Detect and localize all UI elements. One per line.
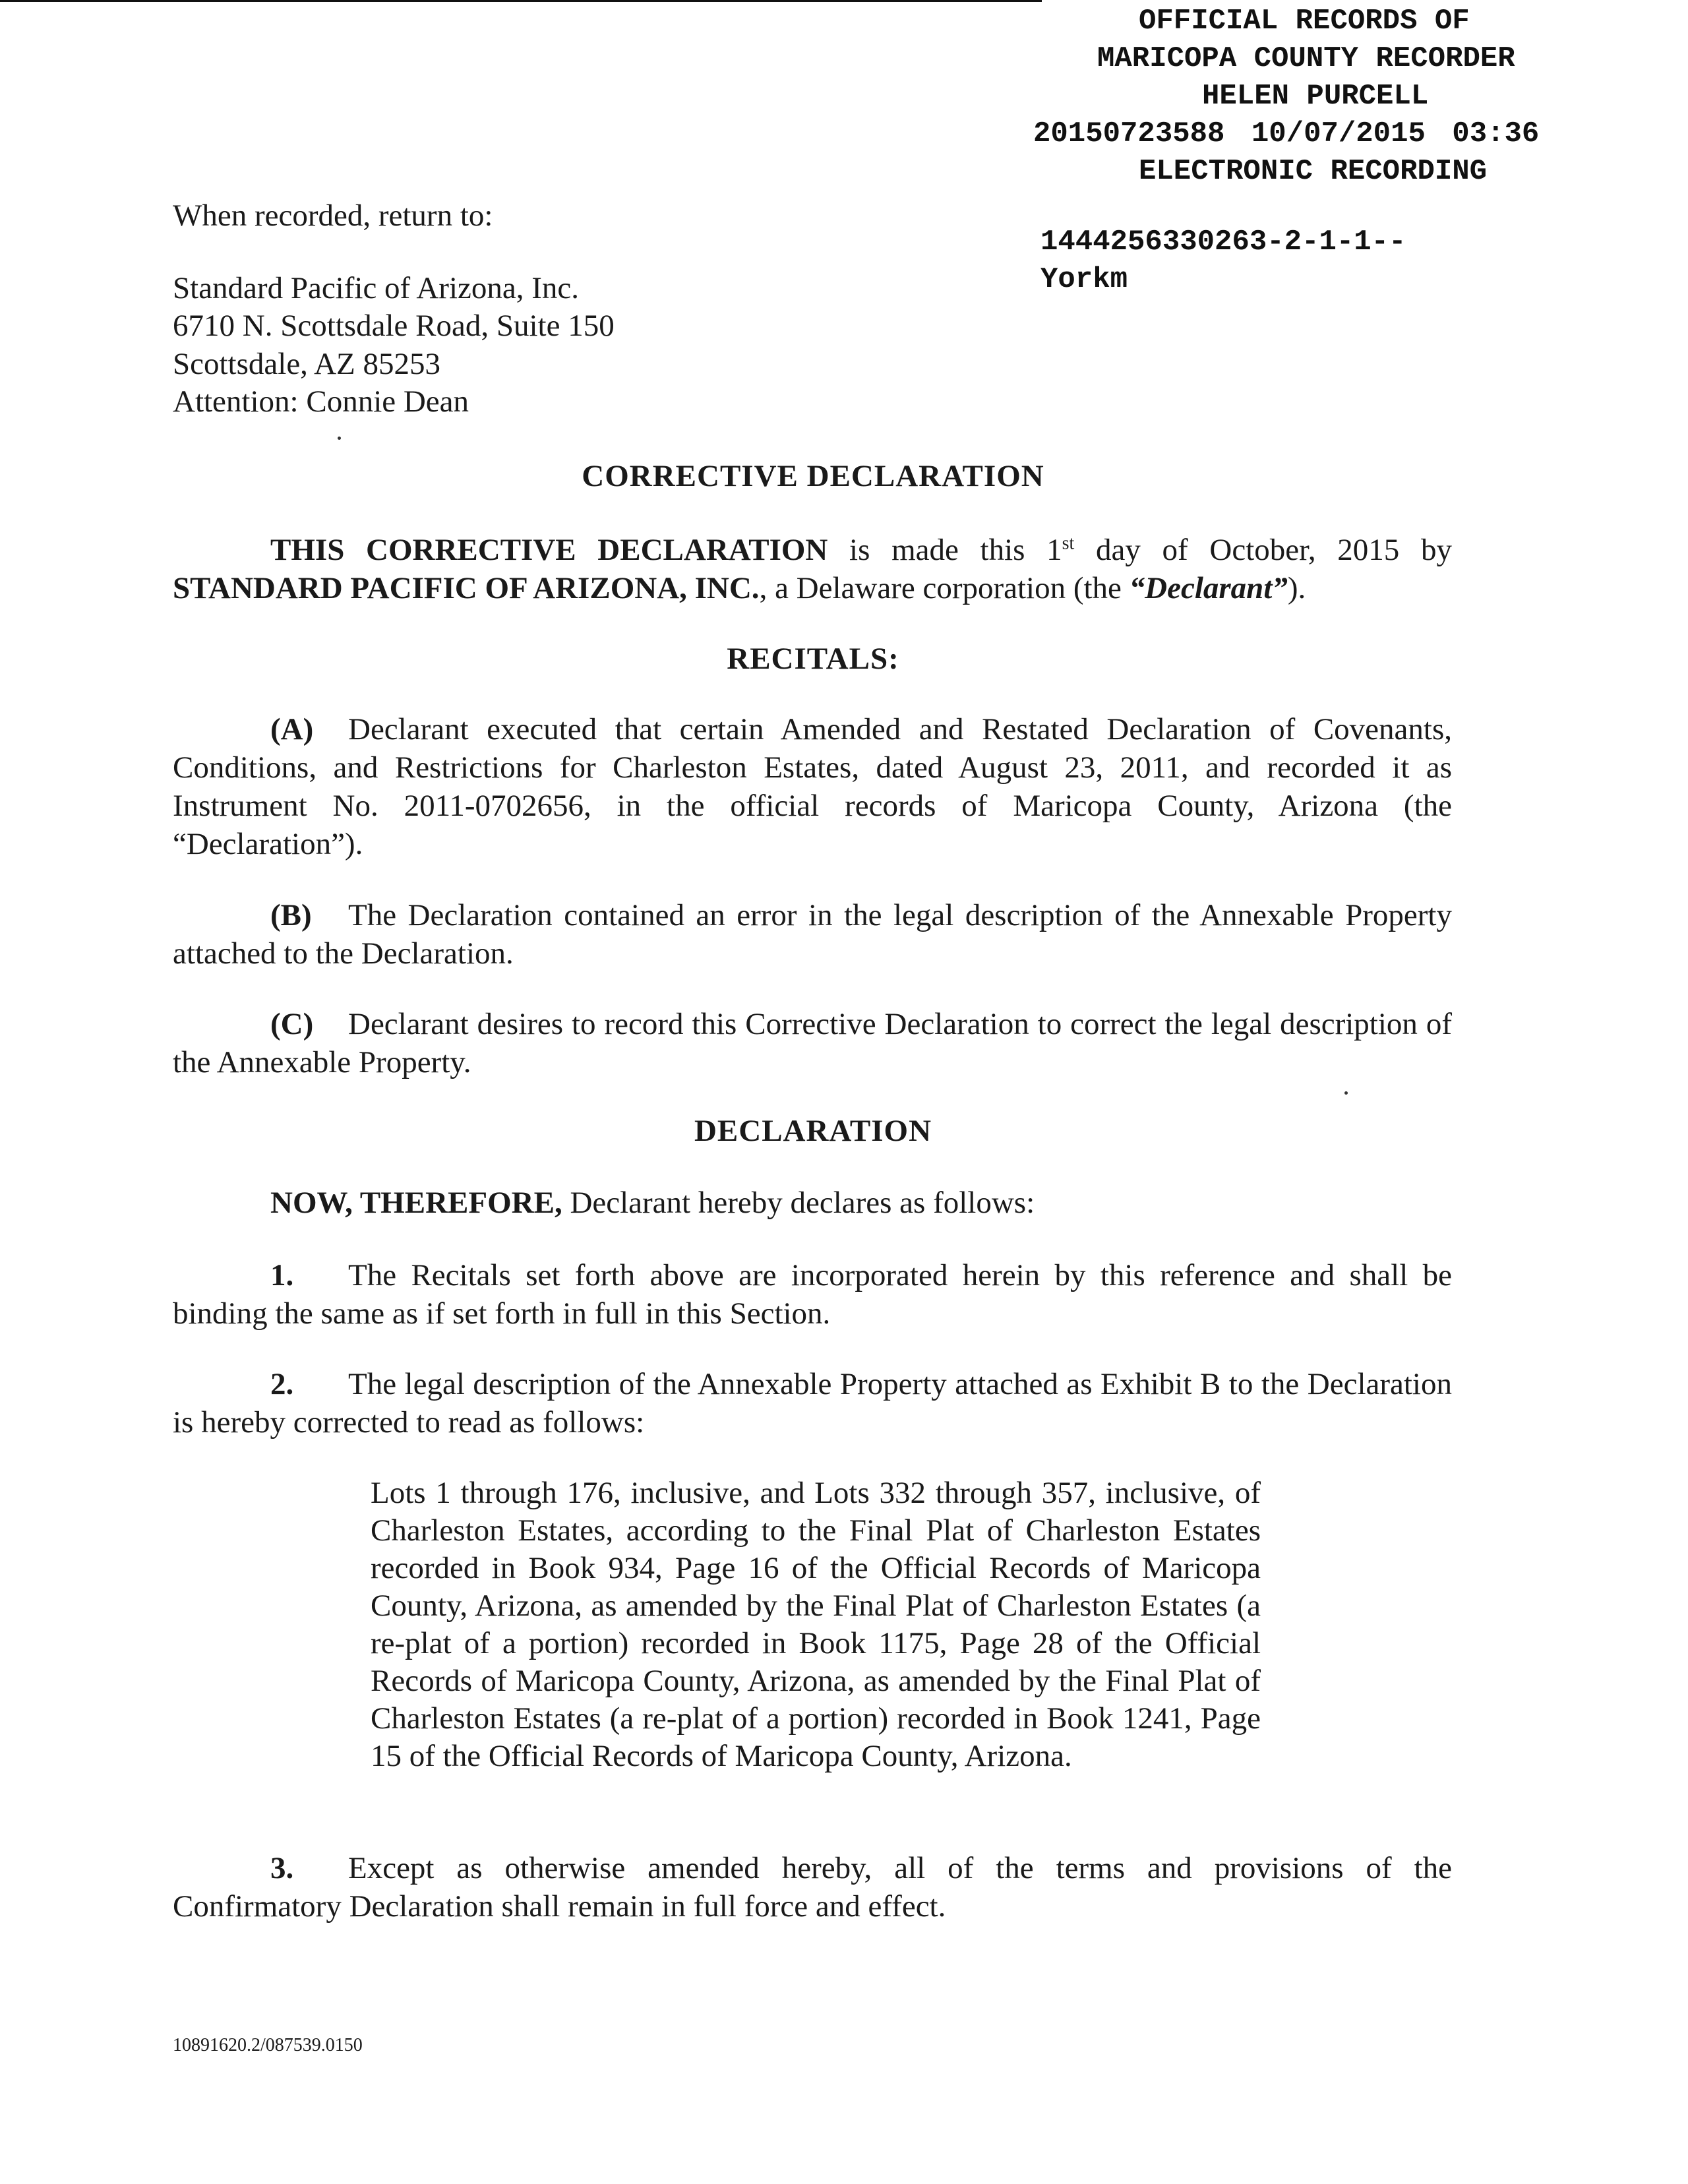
scan-speck bbox=[1344, 1091, 1348, 1095]
stamp-document-number: 1444256330263-2-1-1-- bbox=[1040, 226, 1406, 258]
stamp-official-records: OFFICIAL RECORDS OF bbox=[1139, 5, 1470, 38]
section-3-text: Except as otherwise amended hereby, all of the terms and provisions of the Confirmatory Declaration shall remain in full force and effect. bbox=[173, 1851, 1452, 1924]
section-1-label: 1. bbox=[270, 1258, 294, 1292]
recital-c bbox=[173, 1005, 1452, 1081]
return-address-line1: 6710 N. Scottsdale Road, Suite 150 bbox=[173, 309, 615, 343]
now-therefore-lead: NOW, THEREFORE, bbox=[270, 1186, 562, 1220]
recital-b bbox=[173, 896, 1452, 973]
intro-lead: THIS CORRECTIVE DECLARATION bbox=[270, 533, 828, 567]
intro-text3: , a Delaware corporation (the bbox=[759, 571, 1130, 605]
return-company: Standard Pacific of Arizona, Inc. bbox=[173, 271, 580, 305]
recital-a-label: (A) bbox=[270, 712, 314, 746]
legal-description: Lots 1 through 176, inclusive, and Lots 332 through 357, inclusive, of Charleston Estates, according to the Final Plat of Charleston Estates recorded in Book 934, Page 16 of the Official Records of Maricopa County, Arizona, as amended by the Final Plat of Charleston Estates (a re-plat of a portion) recorded in Book 1175, Page 28 of the Official Records of Maricopa County, Arizona, as amended by the Final Plat of Charleston Estates (a re-plat of a portion) recorded in Book 1241, Page 15 of the Official Records of Maricopa County, Arizona. bbox=[371, 1476, 1261, 1773]
return-address-line2: Scottsdale, AZ 85253 bbox=[173, 347, 440, 381]
document-title: CORRECTIVE DECLARATION bbox=[582, 459, 1044, 493]
section-2-text: The legal description of the Annexable Property attached as Exhibit B to the Declaration is hereby corrected to read as follows: bbox=[173, 1367, 1452, 1440]
recitals-heading: RECITALS: bbox=[727, 642, 899, 676]
recital-a-text: Declarant executed that certain Amended and Restated Declaration of Covenants, Conditions, and Restrictions for Charleston Estates, dated August 23, 2011, and recorded it as Instrument No. 2011-0702656, in the official records of Maricopa County, Arizona (the “Declaration”). bbox=[173, 712, 1452, 861]
now-therefore-text: Declarant hereby declares as follows: bbox=[562, 1186, 1035, 1220]
scan-top-edge-line bbox=[0, 0, 1042, 2]
now-therefore-paragraph bbox=[173, 1184, 1452, 1222]
section-2 bbox=[173, 1365, 1452, 1441]
section-3-label: 3. bbox=[270, 1851, 294, 1885]
return-attention: Attention: Connie Dean bbox=[173, 384, 469, 419]
intro-defined-term: “Declarant” bbox=[1129, 571, 1288, 605]
recital-c-label: (C) bbox=[270, 1007, 314, 1041]
section-2-label: 2. bbox=[270, 1367, 294, 1401]
recital-b-text: The Declaration contained an error in the legal description of the Annexable Property attached to the Declaration. bbox=[173, 898, 1452, 971]
footer-document-code: 10891620.2/087539.0150 bbox=[173, 2035, 363, 2055]
stamp-recorder-name: HELEN PURCELL bbox=[1202, 80, 1429, 113]
stamp-record-number: 20150723588 10/07/2015 03:36 bbox=[1033, 117, 1540, 150]
recital-b-label: (B) bbox=[270, 898, 312, 932]
intro-text4: ). bbox=[1287, 571, 1306, 605]
intro-text1: is made this 1 bbox=[828, 533, 1062, 567]
intro-sup: st bbox=[1062, 533, 1075, 554]
intro-paragraph bbox=[173, 531, 1452, 607]
return-label: When recorded, return to: bbox=[173, 198, 493, 233]
section-3 bbox=[173, 1849, 1452, 1926]
declaration-heading: DECLARATION bbox=[694, 1114, 932, 1148]
section-1 bbox=[173, 1256, 1452, 1333]
stamp-user: Yorkm bbox=[1040, 263, 1128, 296]
section-1-text: The Recitals set forth above are incorporated herein by this reference and shall be binding the same as if set forth in full in this Section. bbox=[173, 1258, 1452, 1331]
intro-entity: STANDARD PACIFIC OF ARIZONA, INC. bbox=[173, 571, 760, 605]
scan-speck bbox=[338, 437, 341, 440]
stamp-electronic-recording: ELECTRONIC RECORDING bbox=[1139, 155, 1488, 188]
intro-text2: day of October, 2015 by bbox=[1074, 533, 1452, 567]
recital-c-text: Declarant desires to record this Corrective Declaration to correct the legal description of the Annexable Property. bbox=[173, 1007, 1452, 1079]
stamp-county-recorder: MARICOPA COUNTY RECORDER bbox=[1097, 42, 1515, 75]
recital-a bbox=[173, 710, 1452, 863]
